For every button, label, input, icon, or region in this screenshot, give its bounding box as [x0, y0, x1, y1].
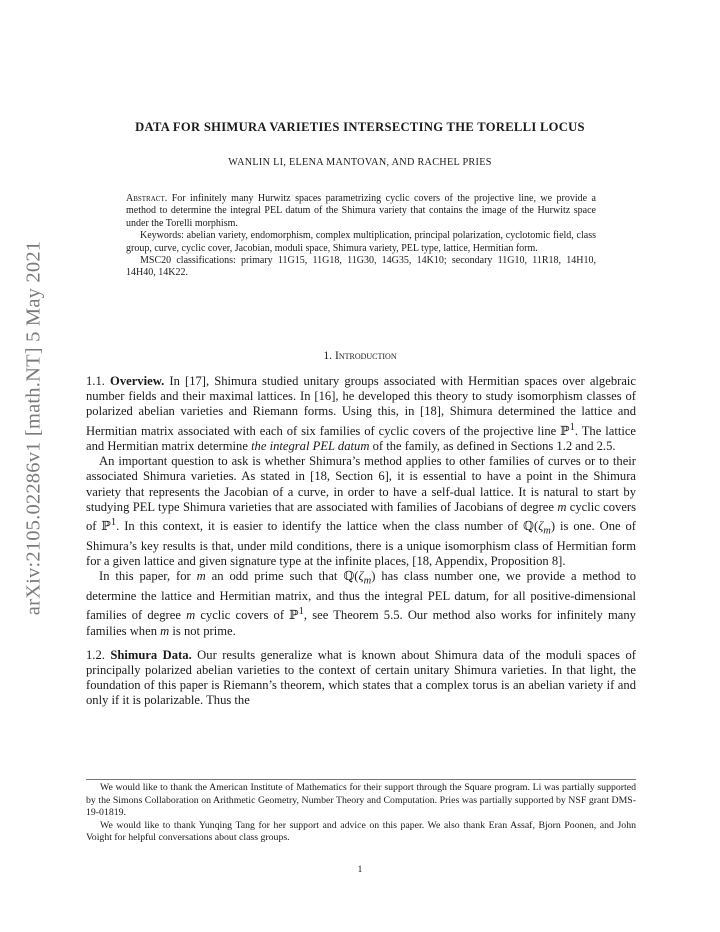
paper-title: DATA FOR SHIMURA VARIETIES INTERSECTING THE TORELLI LOCUS [135, 120, 585, 134]
footnotes [86, 779, 636, 845]
subsection-heading: Shimura Data. [110, 647, 192, 662]
paper-authors: WANLIN LI, ELENA MANTOVAN, AND RACHEL PRIES [228, 157, 492, 168]
abstract-label: Abstract. [126, 193, 168, 204]
main-text [86, 374, 636, 709]
page-number: 1 [357, 864, 363, 875]
abstract-text [126, 193, 596, 230]
subsection-heading: Overview. [110, 374, 165, 388]
msc-classifications: MSC20 classifications: primary 11G15, 11G18, 11G30, 14G35, 14K10; secondary 11G10, 11R18, 14H10, 14H40, 14K22. [126, 255, 596, 279]
footnote-acknowledgment: We would like to thank the American Institute of Mathematics for their support through the Square program. Li was partially supported by the Simons Collaboration on Arithmetic Geometry, Number Theory and Computation. Pries was partially supported by NSF grant DMS-19-01819. [86, 782, 636, 819]
subsection-number: 1.1. [86, 374, 105, 388]
keywords: Keywords: abelian variety, endomorphism, complex multiplication, principal polarization, cyclotomic field, class group, curve, cyclic cover, Jacobian, moduli space, Shimura variety, PEL type, lattice, Hermitian form. [126, 230, 596, 254]
overview-paragraph-3: In this paper, for m an odd prime such that $ℚ(\zeta_m)$ has class number one, we provide a method to determine the lattice and Hermitian matrix, and thus the integral PEL datum, for all positive-dimensional families of degree m cyclic covers of ℙ$^1$, see Theorem 5.5. Our method also works for infinitely many families when m is not prime. [86, 569, 637, 638]
footnote-thanks: We would like to thank Yunqing Tang for her support and advice on this paper. We also thank Eran Assaf, Bjorn Poonen, and John Voight for helpful conversations about class groups. [86, 819, 636, 844]
subsection-number: 1.2. [86, 647, 105, 662]
arxiv-stamp-text: arXiv:2105.02286v1 [math.NT] 5 May 2021 [22, 240, 45, 616]
shimura-data-paragraph: 1.2. Shimura Data. Our results generalize what is known about Shimura data of the moduli spaces of principally polarized abelian varieties to the context of certain unitary Shimura varieties. In that light, the foundation of this paper is Riemann’s theorem, which states that a complex torus is an abelian variety if and only if it is polarizable. Thus the [86, 647, 636, 708]
overview-paragraph-1: 1.1. Overview. In [17], Shimura studied unitary groups associated with Hermitian spaces over algebraic number fields and their maximal lattices. In [16], he developed this theory to study isomorphism classes of polarized abelian varieties and Riemann forms. Using this, in [18], Shimura determined the lattice and Hermitian matrix associated with each of six families of cyclic covers of the projective line ℙ$^1$. The lattice and Hermitian matrix determine the integral PEL datum of the family, as defined in Sections 1.2 and 2.5. [86, 374, 637, 453]
section-heading: 1. Introduction [323, 349, 397, 362]
abstract-body: For infinitely many Hurwitz spaces parametrizing cyclic covers of the projective line, we provide a method to determine the integral PEL datum of the Shimura variety that contains the image of the Hurwitz space under the Torelli morphism. [126, 193, 596, 229]
overview-paragraph-2: An important question to ask is whether Shimura’s method applies to other families of curves or to their associated Shimura varieties. As stated in [18, Section 6], it is essential to have a point in the Shimura variety that represents the Jacobian of a curve, in order to have a self-dual lattice. It is natural to start by studying PEL type Shimura varieties that are associated with families of Jacobians of degree m cyclic covers of ℙ$^1$. In this context, it is easier to identify the lattice when the class number of $ℚ(\zeta_m)$ is one. One of Shimura’s key results is that, under mild conditions, there is a unique isomorphism class of Hermitian form for a given lattice and given signature type at the infinite places, [18, Appendix, Proposition 8]. [86, 454, 636, 569]
arxiv-stamp [12, 208, 56, 648]
abstract [126, 193, 596, 280]
